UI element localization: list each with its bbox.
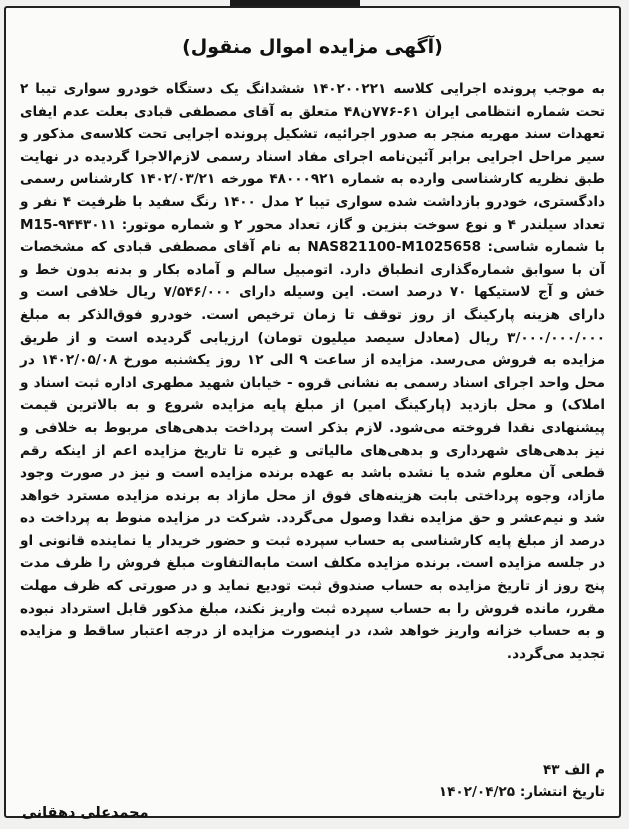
publish-date-label: تاریخ انتشار: xyxy=(519,784,605,800)
publish-date-value: ۱۴۰۲/۰۴/۲۵ xyxy=(438,784,516,800)
reference-code: م الف ۴۳ xyxy=(543,762,605,778)
signature: محمدعلی دهقانی xyxy=(22,805,149,821)
notice-frame xyxy=(4,6,621,821)
publish-date-line xyxy=(439,784,605,800)
notice-title: (آگهی مزایده اموال منقول) xyxy=(182,36,443,58)
notice-body: به موجب پرونده اجرایی کلاسه ۱۴۰۲۰۰۲۲۱ ششدانگ یک دستگاه خودرو سواری تیبا ۲ تحت شماره انتظامی ایران ۶۱-۷۷۶ن۴۸ متعلق به آقای مصطفی قبادی بعلت عدم ایفای تعهدات سند مهریه منجر به صدور اجرائیه، تشکیل پرونده اجرایی تحت کلاسه‌ی مذکور و سیر مراحل اجرایی برابر آئین‌نامه اجرای مفاد اسناد رسمی لازم‌الاجرا گردیده در نهایت طبق نظریه کارشناسی وارده به شماره ۴۸۰۰۰۹۲۱ مورخه ۱۴۰۲/۰۳/۲۱ کارشناس رسمی دادگستری، خودرو بازداشت شده سواری تیبا ۲ مدل ۱۴۰۰ رنگ سفید با ظرفیت ۴ نفر و تعداد سیلندر ۴ و نوع سوخت بنزین و گاز، تعداد محور ۲ و شماره موتور: M15-۹۴۴۳۰۱۱ با شماره شاسی: NAS821100-M1025658 به نام آقای مصطفی قبادی که مشخصات آن با سوابق شماره‌گذاری انطباق دارد. اتومبیل سالم و آماده بکار و بدنه بدون خط و خش و آج لاستیکها ۷۰ درصد است. این وسیله دارای ۷/۵۴۶/۰۰۰ ریال خلافی است و دارای هزینه پارکینگ از روز توقف تا زمان ترخیص است. خودرو فوق‌الذکر به مبلغ ۳/۰۰۰/۰۰۰/۰۰۰ ریال (معادل سیصد میلیون تومان) ارزیابی گردیده است و از طریق مزایده به فروش می‌رسد. مزایده از ساعت ۹ الی ۱۲ روز یکشنبه مورخ ۱۴۰۲/۰۵/۰۸ در محل واحد اجرای اسناد رسمی به نشانی قروه - خیابان شهید مطهری اداره ثبت اسناد و املاک) و محل بازدید (پارکینگ امیر) از مبلغ پایه مزایده شروع و به بالاترین قیمت پیشنهادی نقدا فروخته می‌شود. لازم بذکر است پرداخت بدهی‌های مربوط به خلافی و نیز بدهی‌های شهرداری و بدهی‌های مالیاتی و غیره تا تاریخ مزایده اعم از اینکه رقم قطعی آن معلوم شده یا نشده باشد به عهده برنده مزایده است و نیز در صورت وجود مازاد، وجوه پرداختی بابت هزینه‌های فوق از محل مازاد به برنده مزایده مسترد خواهد شد و نیم‌عشر و حق مزایده نقدا وصول می‌گردد. شرکت در مزایده منوط به پرداخت ده درصد از مبلغ پایه کارشناسی به حساب سپرده ثبت و حضور خریدار یا نماینده قانونی او در جلسه مزایده است. برنده مزایده مکلف است مابه‌التفاوت مبلغ فروش را ظرف مدت پنج روز از تاریخ مزایده به حساب صندوق ثبت تودیع نماید و در صورتی که ظرف مهلت مقرر، مانده فروش را به حساب سپرده ثبت واریز نکند، مبلغ مذکور قابل استرداد نبوده و به حساب خزانه واریز خواهد شد، در اینصورت مزایده از درجه اعتبار ساقط و مزایده تجدید می‌گردد. xyxy=(20,81,606,662)
